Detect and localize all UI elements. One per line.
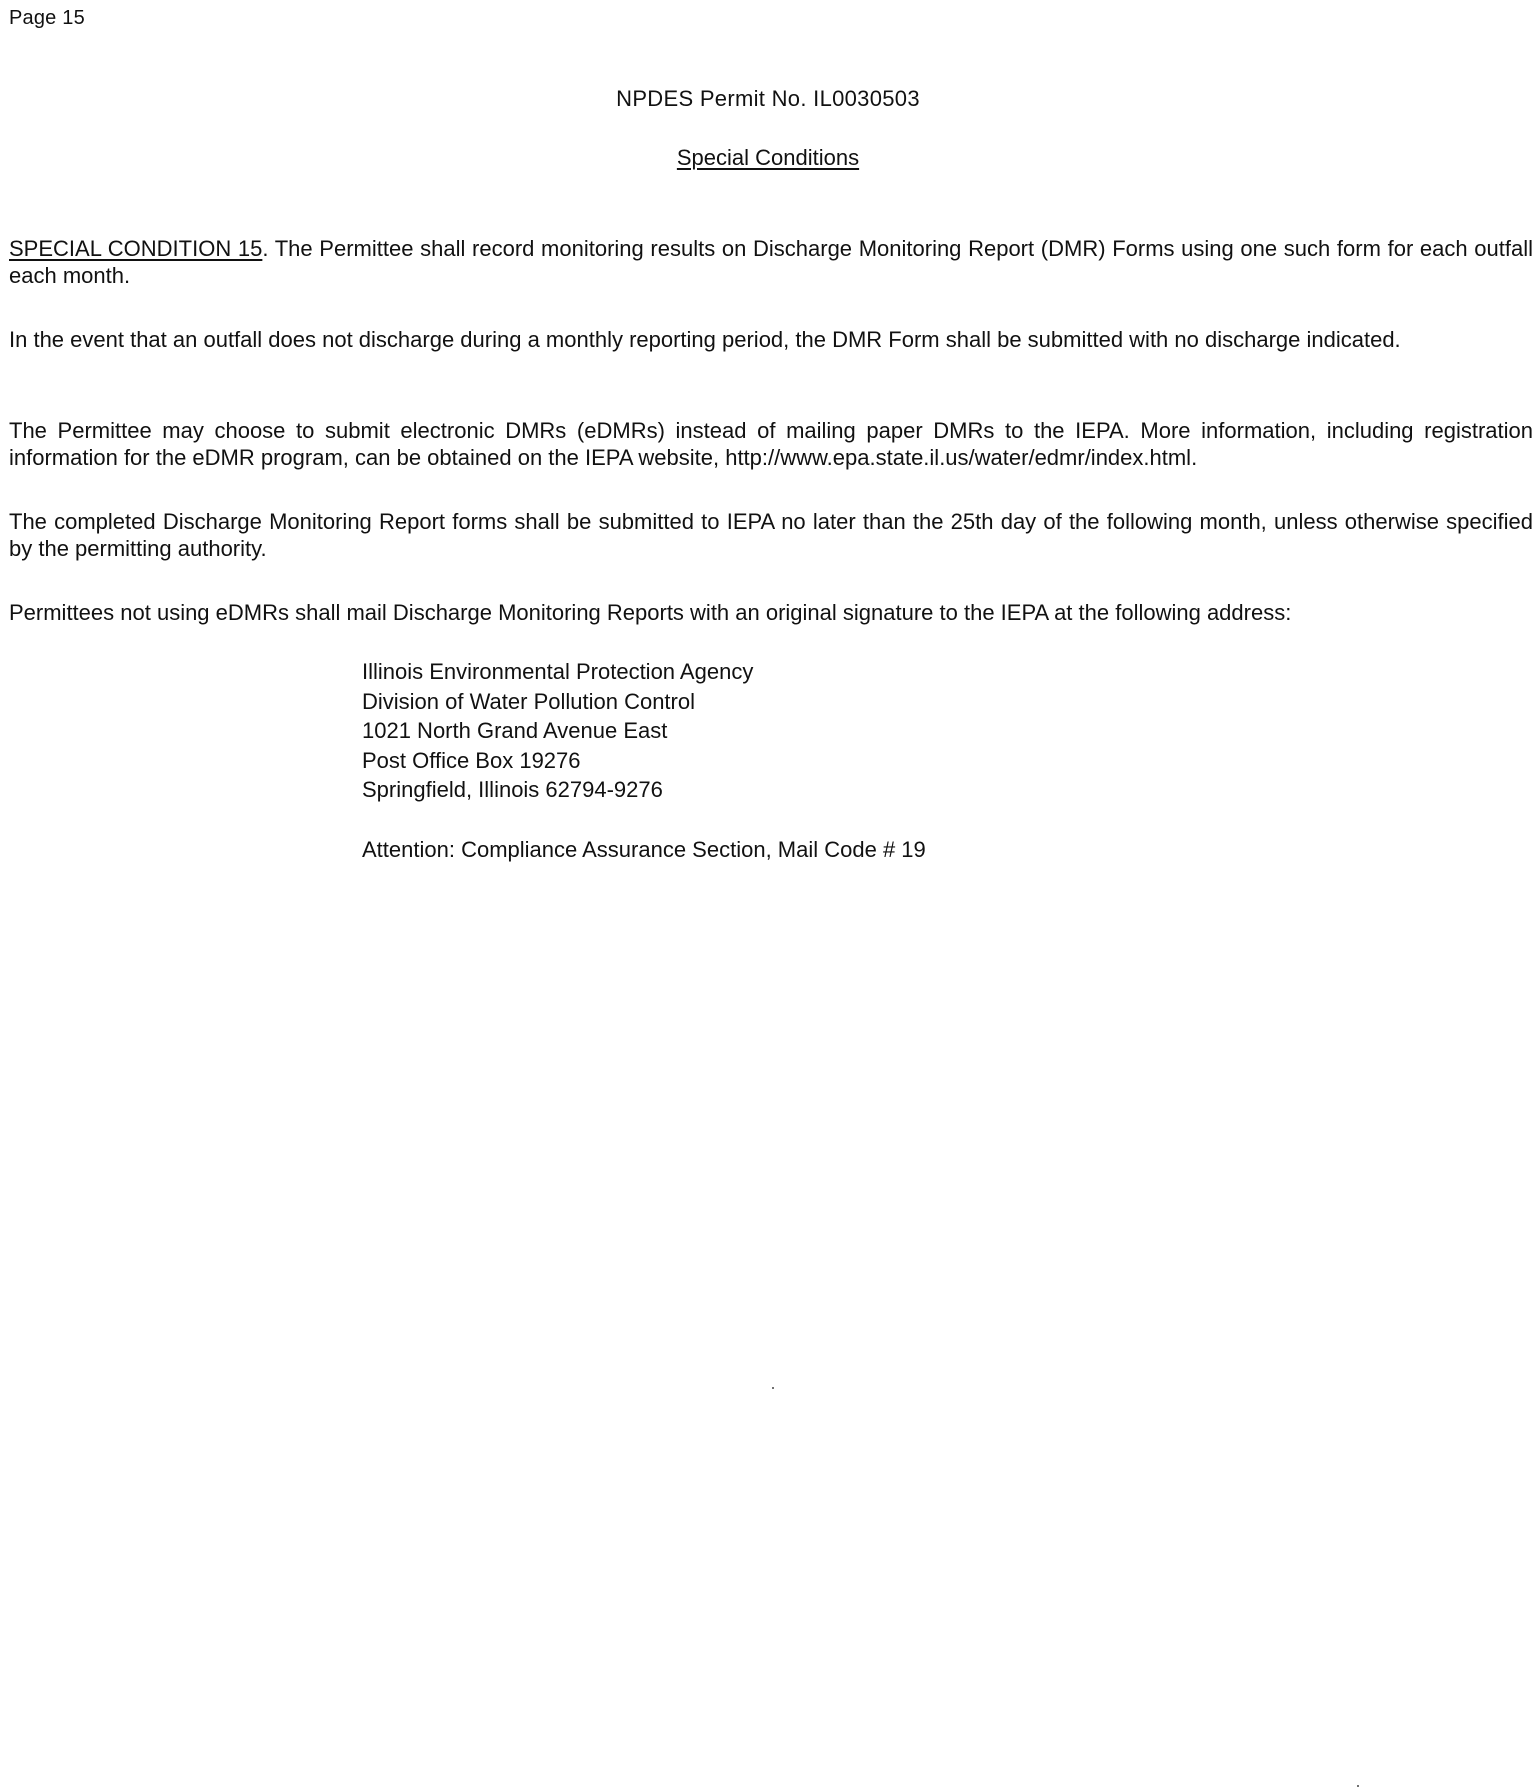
condition-label: SPECIAL CONDITION 15 — [9, 236, 263, 261]
address-line-division: Division of Water Pollution Control — [362, 688, 695, 714]
paragraph-deadline: The completed Discharge Monitoring Report forms shall be submitted to IEPA no later than the 25th day of the following month, unless otherwise specified by the permitting authority. — [9, 509, 1533, 561]
paragraph-mailing: Permittees not using eDMRs shall mail Discharge Monitoring Reports with an original signature to the IEPA at the following address: — [9, 600, 1292, 625]
section-title: Special Conditions — [676, 145, 860, 170]
paragraph-edmr: The Permittee may choose to submit electronic DMRs (eDMRs) instead of mailing paper DMRs to the IEPA. More information, including registration information for the eDMR program, can be obtained on the IEPA website, http://www.epa.state.il.us/water/edmr/index.html. — [9, 418, 1533, 470]
address-line-city: Springfield, Illinois 62794-9276 — [362, 777, 663, 802]
address-line-agency: Illinois Environmental Protection Agency — [362, 659, 754, 684]
paragraph-1-text: . The Permittee shall record monitoring results on Discharge Monitoring Report (DMR) Forms using one such form for each outfall each month. — [9, 236, 1533, 288]
page-number: Page 15 — [9, 7, 85, 29]
scan-speck — [1357, 1785, 1359, 1787]
address-line-street: 1021 North Grand Avenue East — [362, 718, 668, 743]
paragraph-no-discharge: In the event that an outfall does not discharge during a monthly reporting period, the DMR Form shall be submitted with no discharge indicated. — [9, 327, 1401, 352]
scan-speck — [772, 1387, 774, 1389]
address-line-po-box: Post Office Box 19276 — [362, 747, 581, 773]
mailing-address — [362, 657, 753, 805]
attention-line: Attention: Compliance Assurance Section, Mail Code # 19 — [362, 837, 926, 862]
paragraph-special-condition — [9, 235, 1533, 289]
permit-number: NPDES Permit No. IL0030503 — [616, 86, 920, 111]
